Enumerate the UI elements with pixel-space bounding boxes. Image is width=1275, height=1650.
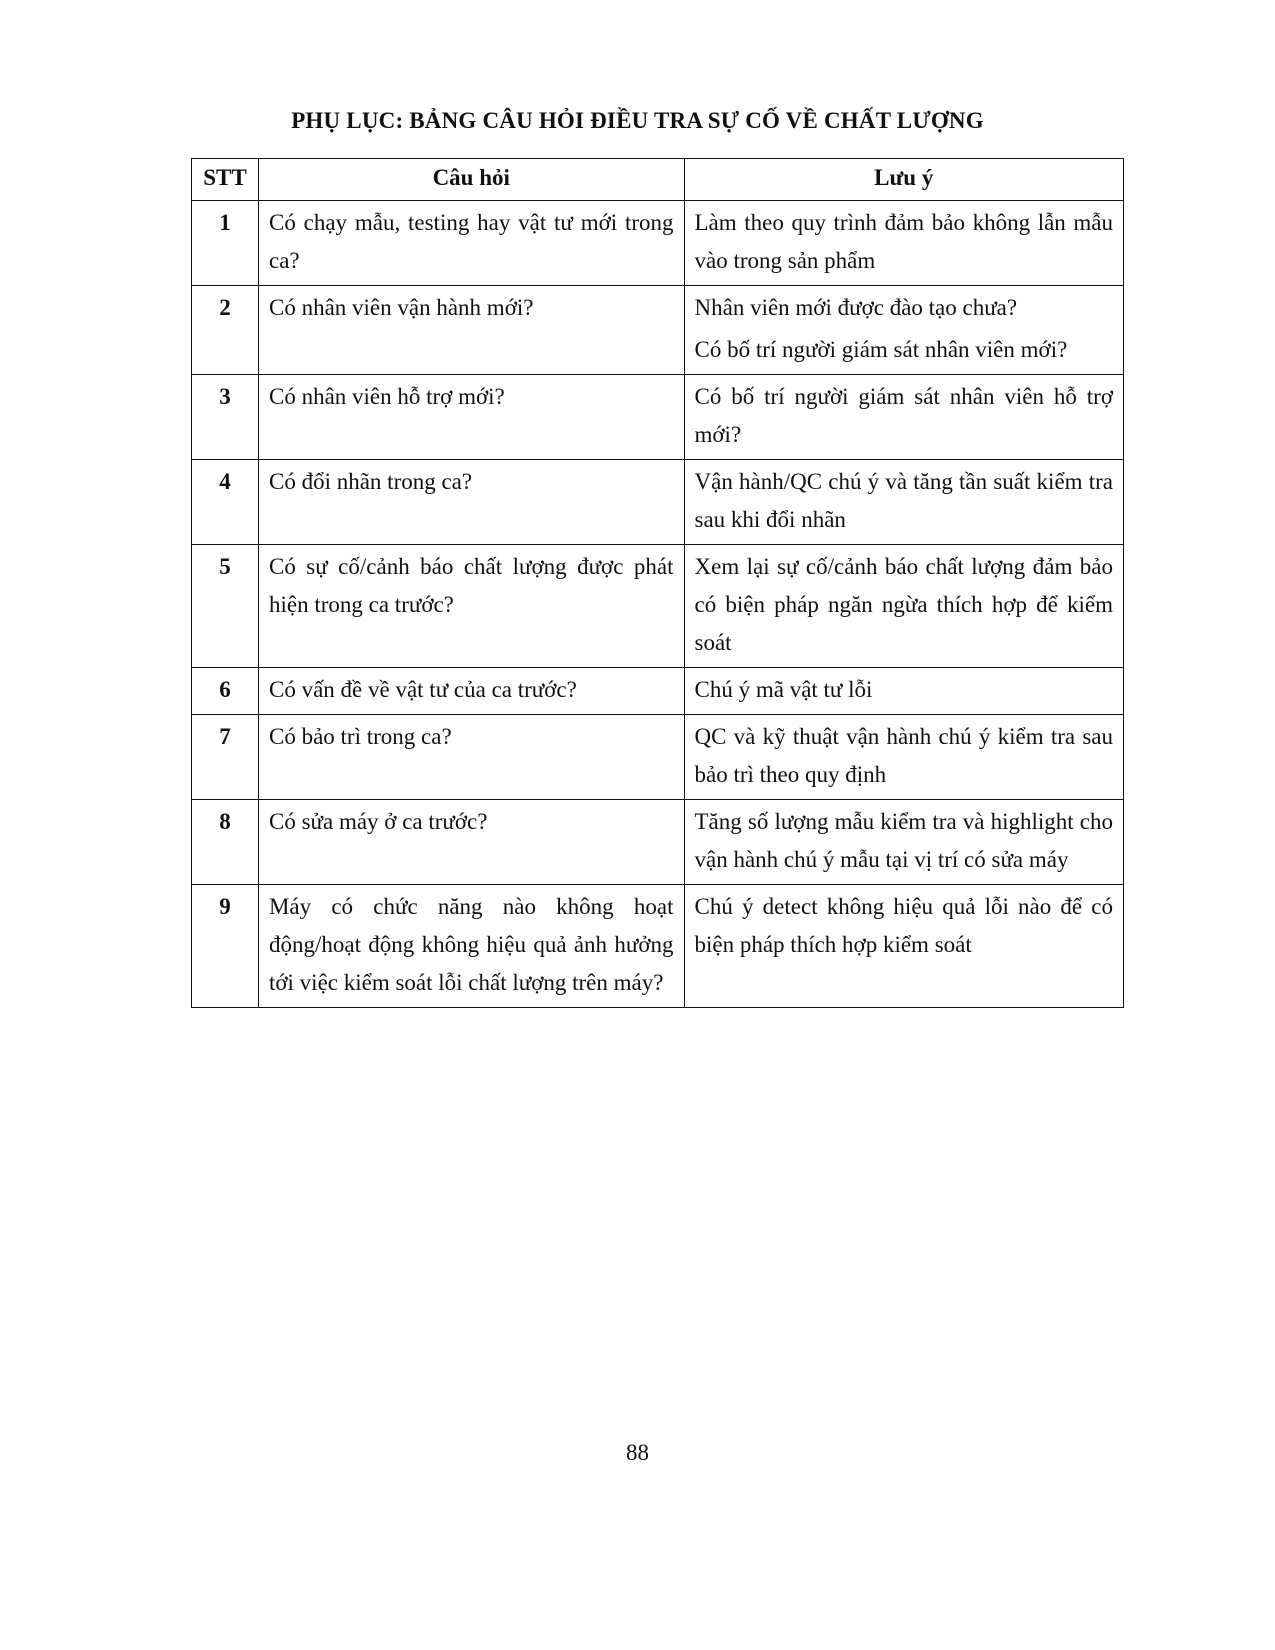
note-line: Chú ý detect không hiệu quả lỗi nào để có biện pháp thích hợp kiểm soát xyxy=(694,894,1113,957)
row-stt: 7 xyxy=(192,715,259,800)
row-stt: 1 xyxy=(192,201,259,286)
row-question: Máy có chức năng nào không hoạt động/hoạt động không hiệu quả ảnh hưởng tới việc kiểm soát lỗi chất lượng trên máy? xyxy=(258,885,684,1008)
note-line: Nhân viên mới được đào tạo chưa? xyxy=(694,295,1018,320)
row-note xyxy=(684,885,1124,1008)
row-note xyxy=(684,715,1124,800)
table-row xyxy=(192,286,1124,375)
note-line: Tăng số lượng mẫu kiểm tra và highlight cho vận hành chú ý mẫu tại vị trí có sửa máy xyxy=(694,809,1113,872)
table-row xyxy=(192,668,1124,715)
table-header-row xyxy=(192,159,1124,201)
row-stt: 9 xyxy=(192,885,259,1008)
header-stt: STT xyxy=(192,159,259,201)
row-question: Có sự cố/cảnh báo chất lượng được phát hiện trong ca trước? xyxy=(258,545,684,668)
row-stt: 5 xyxy=(192,545,259,668)
note-line: Có bố trí người giám sát nhân viên mới? xyxy=(694,337,1068,362)
table-row xyxy=(192,375,1124,460)
note-line: Làm theo quy trình đảm bảo không lẫn mẫu vào trong sản phẩm xyxy=(694,210,1113,273)
note-line: Chú ý mã vật tư lỗi xyxy=(694,677,873,702)
row-question: Có sửa máy ở ca trước? xyxy=(258,800,684,885)
row-stt: 3 xyxy=(192,375,259,460)
row-stt: 4 xyxy=(192,460,259,545)
header-note: Lưu ý xyxy=(684,159,1124,201)
row-note xyxy=(684,286,1124,375)
table-row xyxy=(192,545,1124,668)
note-line: Vận hành/QC chú ý và tăng tần suất kiểm tra sau khi đổi nhãn xyxy=(694,469,1113,532)
row-question: Có bảo trì trong ca? xyxy=(258,715,684,800)
page-number: 88 xyxy=(626,1440,649,1465)
table-row xyxy=(192,460,1124,545)
note-line: Xem lại sự cố/cảnh báo chất lượng đảm bảo có biện pháp ngăn ngừa thích hợp để kiểm soát xyxy=(694,554,1113,655)
row-note xyxy=(684,460,1124,545)
row-question: Có đổi nhãn trong ca? xyxy=(258,460,684,545)
row-note xyxy=(684,375,1124,460)
table-row xyxy=(192,800,1124,885)
row-question: Có vấn đề về vật tư của ca trước? xyxy=(258,668,684,715)
table-row xyxy=(192,885,1124,1008)
table-row xyxy=(192,715,1124,800)
header-question: Câu hỏi xyxy=(258,159,684,201)
row-note xyxy=(684,800,1124,885)
row-question: Có nhân viên hỗ trợ mới? xyxy=(258,375,684,460)
row-stt: 8 xyxy=(192,800,259,885)
row-question: Có nhân viên vận hành mới? xyxy=(258,286,684,375)
row-note xyxy=(684,668,1124,715)
row-question: Có chạy mẫu, testing hay vật tư mới trong ca? xyxy=(258,201,684,286)
row-note xyxy=(684,545,1124,668)
table-row xyxy=(192,201,1124,286)
note-line: Có bố trí người giám sát nhân viên hỗ trợ mới? xyxy=(694,384,1113,447)
note-line: QC và kỹ thuật vận hành chú ý kiểm tra sau bảo trì theo quy định xyxy=(694,724,1113,787)
survey-table xyxy=(191,158,1124,1008)
row-stt: 2 xyxy=(192,286,259,375)
row-note xyxy=(684,201,1124,286)
page-title: PHỤ LỤC: BẢNG CÂU HỎI ĐIỀU TRA SỰ CỐ VỀ CHẤT LƯỢNG xyxy=(291,108,984,133)
row-stt: 6 xyxy=(192,668,259,715)
